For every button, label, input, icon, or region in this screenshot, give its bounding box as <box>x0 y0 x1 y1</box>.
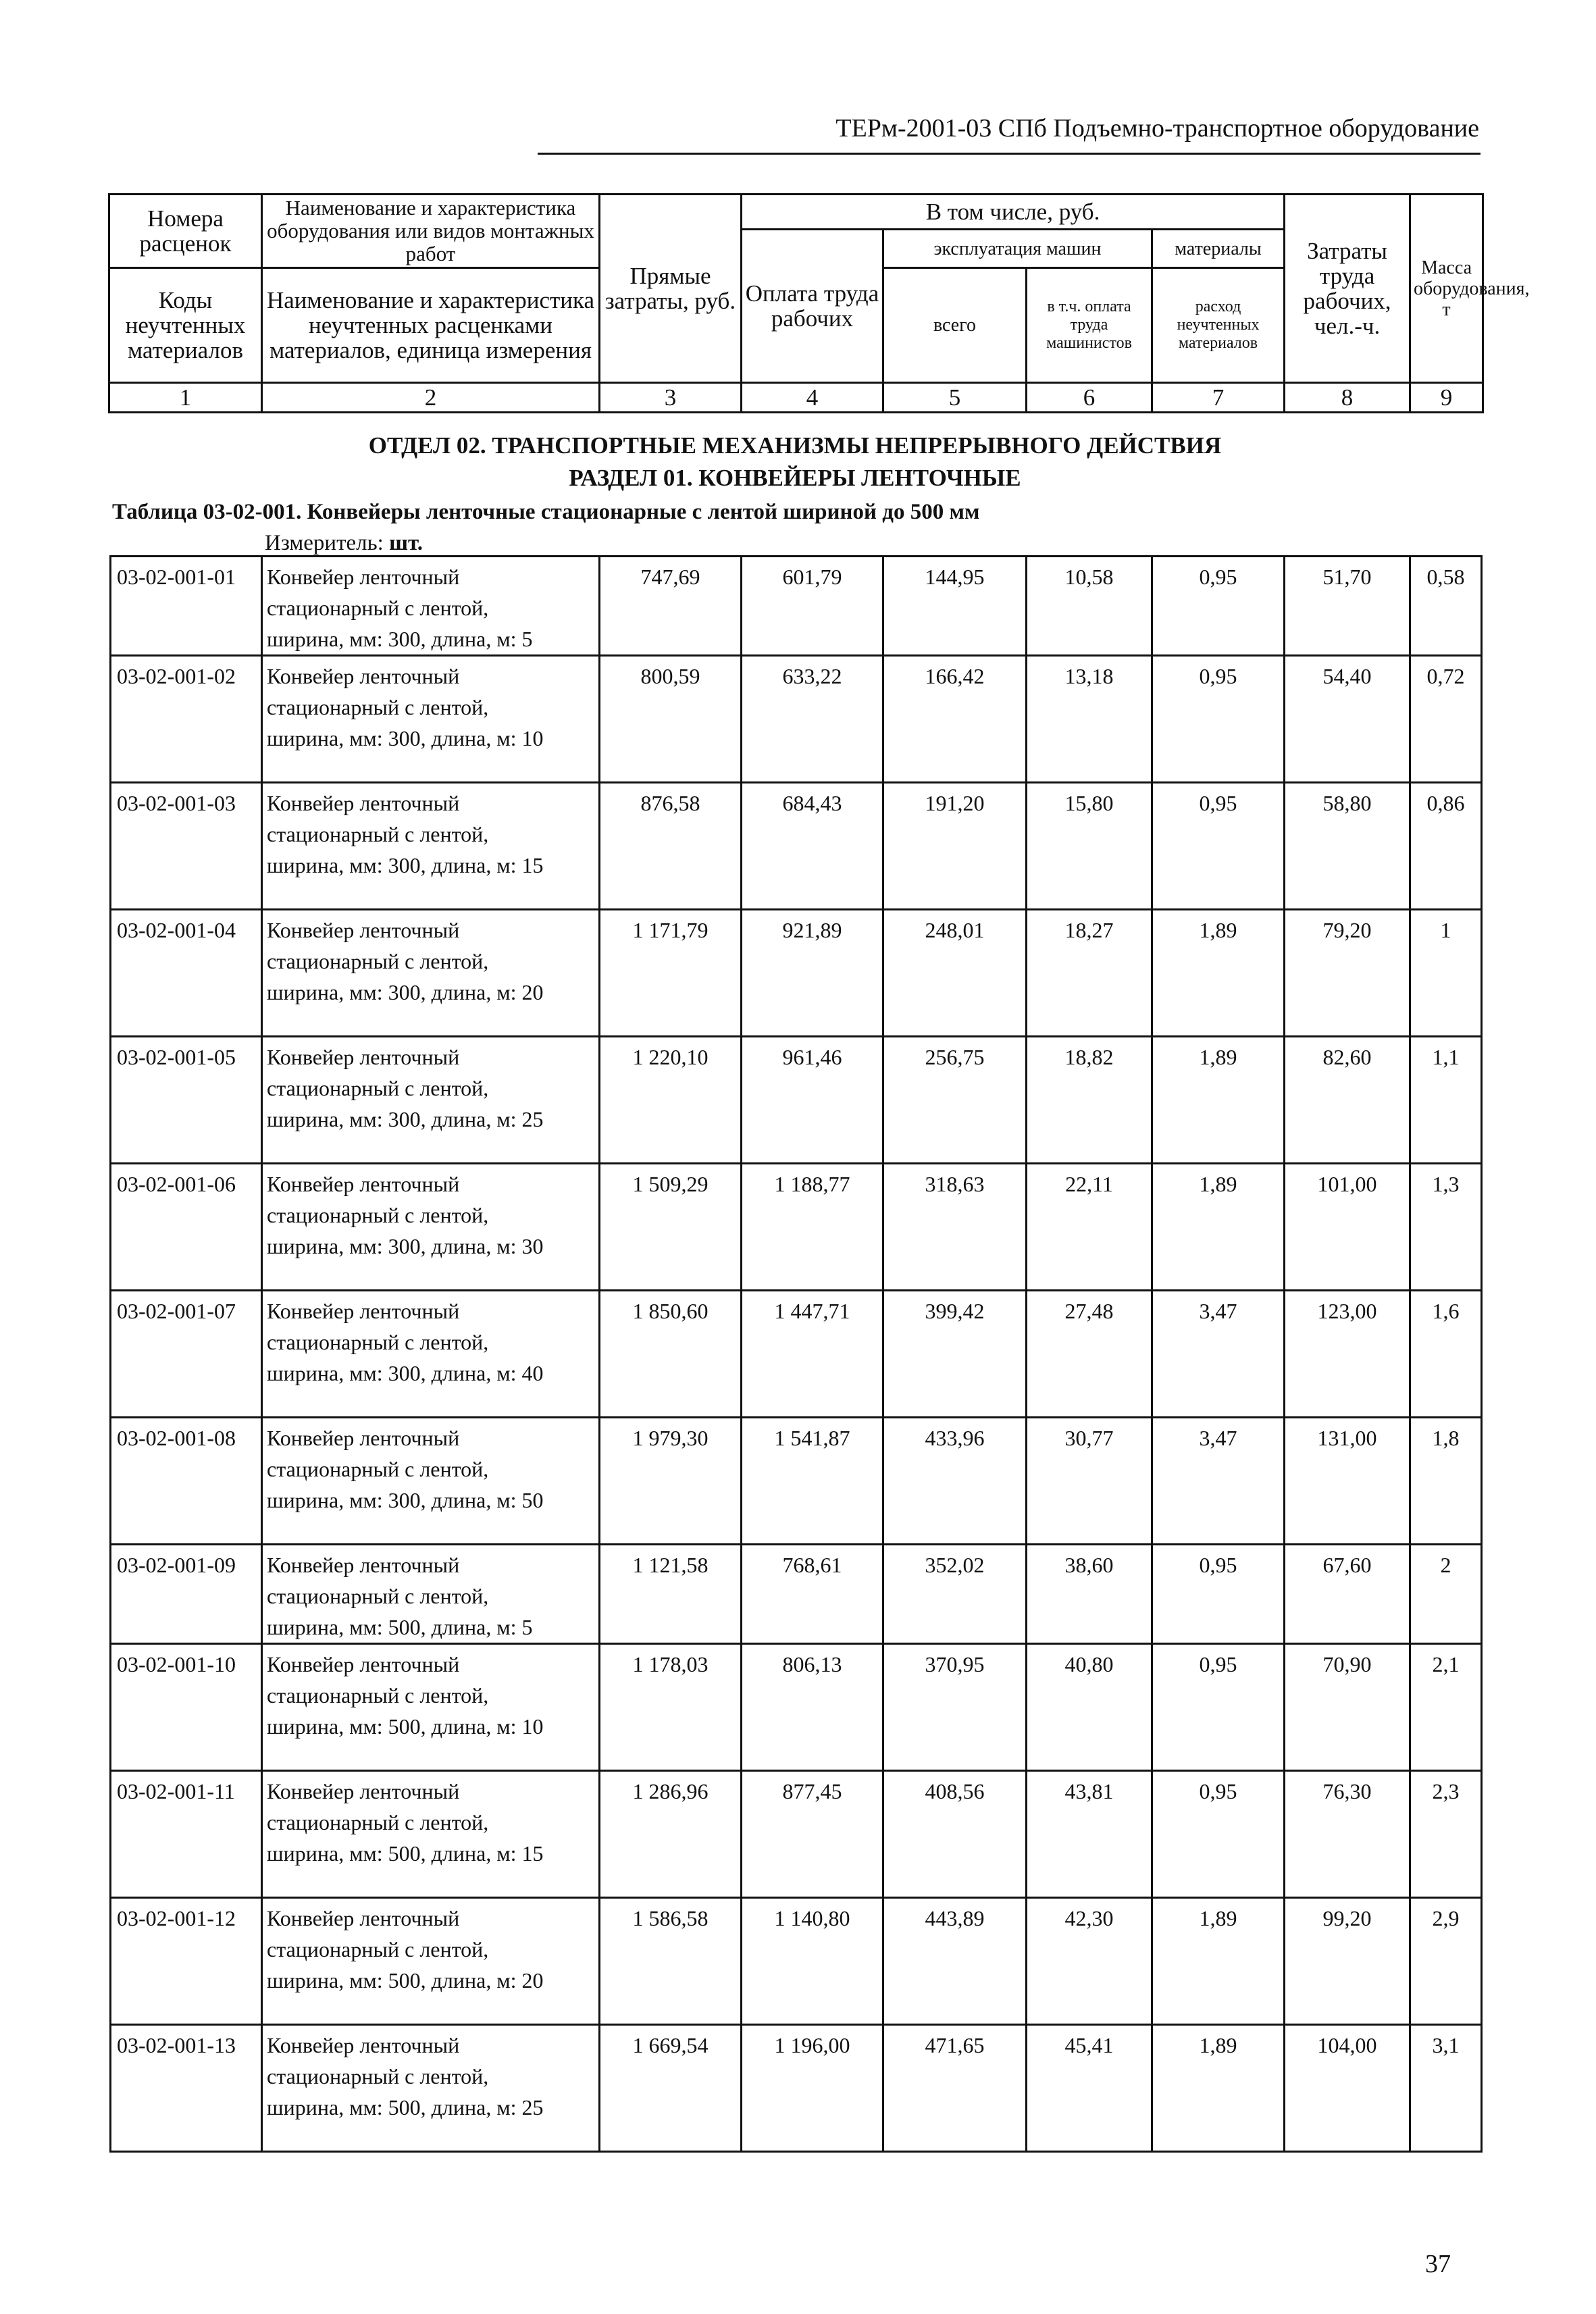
rate-name-line: Конвейер ленточный <box>267 918 460 942</box>
table-row <box>111 1291 1482 1418</box>
rate-name-line: ширина, мм: 300, длина, м: 20 <box>267 980 544 1004</box>
header-work-name: Наименование и характеристика оборудования или видов монтажных работ <box>262 195 600 268</box>
rate-code: 03-02-001-04 <box>111 910 262 1037</box>
value-mach: 191,20 <box>883 783 1027 910</box>
value-wages: 961,46 <box>742 1037 883 1164</box>
rate-name-line: ширина, мм: 300, длина, м: 50 <box>267 1488 544 1512</box>
header-material-name: Наименование и характеристика неучтенных расценками материалов, единица измерения <box>262 268 600 383</box>
rate-name-line: ширина, мм: 500, длина, м: 20 <box>267 1968 544 1992</box>
value-wages: 768,61 <box>742 1545 883 1644</box>
value-mach-wages: 13,18 <box>1027 656 1152 783</box>
table-row <box>111 1644 1482 1771</box>
rate-name <box>262 910 600 1037</box>
rate-code: 03-02-001-02 <box>111 656 262 783</box>
value-mach-wages: 10,58 <box>1027 557 1152 656</box>
value-direct: 1 669,54 <box>600 2025 742 2152</box>
value-mach-wages: 43,81 <box>1027 1771 1152 1898</box>
value-labor: 123,00 <box>1285 1291 1410 1418</box>
value-direct: 876,58 <box>600 783 742 910</box>
value-mass: 1,1 <box>1410 1037 1482 1164</box>
header-machines-total: всего <box>883 268 1027 383</box>
value-mass: 0,86 <box>1410 783 1482 910</box>
header-labor-costs: Затраты труда рабочих, чел.-ч. <box>1285 195 1410 383</box>
value-mach: 399,42 <box>883 1291 1027 1418</box>
value-mach: 166,42 <box>883 656 1027 783</box>
value-mass: 2 <box>1410 1545 1482 1644</box>
rate-name-line: Конвейер ленточный <box>267 1652 460 1676</box>
rate-code: 03-02-001-08 <box>111 1418 262 1545</box>
rates-table <box>109 555 1483 2153</box>
rate-name-line: ширина, мм: 300, длина, м: 5 <box>267 627 533 651</box>
rate-name-line: стационарный с лентой, <box>267 1330 489 1354</box>
rate-name-line: стационарный с лентой, <box>267 2064 489 2088</box>
value-wages: 877,45 <box>742 1771 883 1898</box>
value-mat: 0,95 <box>1152 1545 1285 1644</box>
rate-name <box>262 1644 600 1771</box>
value-wages: 1 188,77 <box>742 1164 883 1291</box>
value-mach: 248,01 <box>883 910 1027 1037</box>
rate-name-line: ширина, мм: 300, длина, м: 25 <box>267 1107 544 1131</box>
value-wages: 601,79 <box>742 557 883 656</box>
value-mat: 3,47 <box>1152 1418 1285 1545</box>
rate-name <box>262 1037 600 1164</box>
value-mat: 1,89 <box>1152 1898 1285 2025</box>
value-mat: 1,89 <box>1152 910 1285 1037</box>
header-rule <box>538 153 1481 155</box>
header-column-number: 3 <box>600 383 742 413</box>
value-mass: 2,9 <box>1410 1898 1482 2025</box>
value-direct: 1 979,30 <box>600 1418 742 1545</box>
value-mach: 352,02 <box>883 1545 1027 1644</box>
value-wages: 806,13 <box>742 1644 883 1771</box>
table-row <box>111 557 1482 656</box>
value-mat: 0,95 <box>1152 1771 1285 1898</box>
header-equipment-mass: Масса оборудования, т <box>1410 195 1483 383</box>
value-mach-wages: 15,80 <box>1027 783 1152 910</box>
rate-name-line: ширина, мм: 500, длина, м: 15 <box>267 1841 544 1866</box>
header-column-number: 9 <box>1410 383 1483 413</box>
value-mass: 1 <box>1410 910 1482 1037</box>
rate-name-line: стационарный с лентой, <box>267 695 489 719</box>
value-mass: 0,58 <box>1410 557 1482 656</box>
value-mat: 1,89 <box>1152 2025 1285 2152</box>
value-mat: 3,47 <box>1152 1291 1285 1418</box>
header-rate-code: Коды неучтенных материалов <box>109 268 262 383</box>
value-labor: 58,80 <box>1285 783 1410 910</box>
value-mat: 0,95 <box>1152 557 1285 656</box>
rate-name-line: Конвейер ленточный <box>267 664 460 688</box>
rate-name-line: стационарный с лентой, <box>267 1683 489 1707</box>
header-column-number: 2 <box>262 383 600 413</box>
header-direct-costs: Прямые затраты, руб. <box>600 195 742 383</box>
table-row <box>111 1164 1482 1291</box>
value-direct: 1 586,58 <box>600 1898 742 2025</box>
page-number: 37 <box>1425 2250 1451 2278</box>
rate-code: 03-02-001-06 <box>111 1164 262 1291</box>
unit-line <box>265 531 423 555</box>
rate-name-line: Конвейер ленточный <box>267 1172 460 1196</box>
header-column-number: 6 <box>1027 383 1152 413</box>
rate-name <box>262 1291 600 1418</box>
unit-label: Измеритель: <box>265 531 384 555</box>
value-labor: 104,00 <box>1285 2025 1410 2152</box>
table-row <box>111 1771 1482 1898</box>
rate-name <box>262 1545 600 1644</box>
header-column-number: 7 <box>1152 383 1285 413</box>
value-direct: 800,59 <box>600 656 742 783</box>
value-mach-wages: 18,27 <box>1027 910 1152 1037</box>
value-mach-wages: 18,82 <box>1027 1037 1152 1164</box>
value-direct: 1 220,10 <box>600 1037 742 1164</box>
rate-code: 03-02-001-07 <box>111 1291 262 1418</box>
rate-name <box>262 1771 600 1898</box>
rate-name-line: Конвейер ленточный <box>267 1426 460 1450</box>
rate-code: 03-02-001-10 <box>111 1644 262 1771</box>
value-wages: 921,89 <box>742 910 883 1037</box>
rate-name-line: Конвейер ленточный <box>267 2033 460 2057</box>
department-heading: ОТДЕЛ 02. ТРАНСПОРТНЫЕ МЕХАНИЗМЫ НЕПРЕРЫВНОГО ДЕЙСТВИЯ <box>368 432 1222 459</box>
header-machines-group: эксплуатация машин <box>883 230 1152 268</box>
value-direct: 1 286,96 <box>600 1771 742 1898</box>
header-column-number: 8 <box>1285 383 1410 413</box>
column-header-table <box>108 193 1530 413</box>
value-mass: 1,6 <box>1410 1291 1482 1418</box>
rate-name <box>262 656 600 783</box>
value-wages: 1 541,87 <box>742 1418 883 1545</box>
header-machinist-wages: в т.ч. оплата труда машинистов <box>1027 268 1152 383</box>
rate-name <box>262 1164 600 1291</box>
value-mass: 3,1 <box>1410 2025 1482 2152</box>
value-wages: 1 447,71 <box>742 1291 883 1418</box>
rate-name-line: стационарный с лентой, <box>267 1937 489 1961</box>
rate-code: 03-02-001-09 <box>111 1545 262 1644</box>
value-direct: 747,69 <box>600 557 742 656</box>
value-labor: 51,70 <box>1285 557 1410 656</box>
value-labor: 82,60 <box>1285 1037 1410 1164</box>
value-wages: 1 196,00 <box>742 2025 883 2152</box>
value-mat: 0,95 <box>1152 783 1285 910</box>
table-row <box>111 1545 1482 1644</box>
value-mach: 318,63 <box>883 1164 1027 1291</box>
value-mass: 2,3 <box>1410 1771 1482 1898</box>
rate-name <box>262 1418 600 1545</box>
value-mach: 256,75 <box>883 1037 1027 1164</box>
rate-name-line: стационарный с лентой, <box>267 949 489 973</box>
rate-name-line: стационарный с лентой, <box>267 822 489 846</box>
value-labor: 131,00 <box>1285 1418 1410 1545</box>
rate-code: 03-02-001-03 <box>111 783 262 910</box>
header-unaccounted-materials: расход неучтенных материалов <box>1152 268 1285 383</box>
header-materials-group: материалы <box>1152 230 1285 268</box>
rate-name <box>262 783 600 910</box>
value-labor: 76,30 <box>1285 1771 1410 1898</box>
header-including-group: В том числе, руб. <box>742 195 1285 230</box>
value-direct: 1 178,03 <box>600 1644 742 1771</box>
table-row <box>111 783 1482 910</box>
value-mach: 471,65 <box>883 2025 1027 2152</box>
rate-name-line: Конвейер ленточный <box>267 1779 460 1803</box>
rate-name-line: Конвейер ленточный <box>267 1553 460 1577</box>
value-mass: 1,8 <box>1410 1418 1482 1545</box>
rate-name-line: ширина, мм: 500, длина, м: 25 <box>267 2095 544 2119</box>
value-mass: 2,1 <box>1410 1644 1482 1771</box>
value-mat: 0,95 <box>1152 1644 1285 1771</box>
value-mach-wages: 38,60 <box>1027 1545 1152 1644</box>
rate-name-line: стационарный с лентой, <box>267 596 489 620</box>
value-mach-wages: 22,11 <box>1027 1164 1152 1291</box>
value-labor: 99,20 <box>1285 1898 1410 2025</box>
table-row <box>111 1418 1482 1545</box>
page-header-title: ТЕРм-2001-03 СПб Подъемно-транспортное оборудование <box>835 114 1479 143</box>
value-mat: 1,89 <box>1152 1037 1285 1164</box>
value-mach-wages: 40,80 <box>1027 1644 1152 1771</box>
value-wages: 684,43 <box>742 783 883 910</box>
value-mach-wages: 42,30 <box>1027 1898 1152 2025</box>
chapter-heading: РАЗДЕЛ 01. КОНВЕЙЕРЫ ЛЕНТОЧНЫЕ <box>569 465 1021 491</box>
table-row <box>111 1037 1482 1164</box>
value-labor: 79,20 <box>1285 910 1410 1037</box>
header-column-number: 5 <box>883 383 1027 413</box>
rate-name-line: стационарный с лентой, <box>267 1584 489 1608</box>
value-labor: 54,40 <box>1285 656 1410 783</box>
value-direct: 1 171,79 <box>600 910 742 1037</box>
value-direct: 1 850,60 <box>600 1291 742 1418</box>
value-wages: 633,22 <box>742 656 883 783</box>
value-direct: 1 509,29 <box>600 1164 742 1291</box>
unit-value: шт. <box>389 531 423 555</box>
rate-name-line: ширина, мм: 300, длина, м: 10 <box>267 726 544 750</box>
rate-code: 03-02-001-01 <box>111 557 262 656</box>
rate-name-line: ширина, мм: 500, длина, м: 5 <box>267 1615 533 1639</box>
value-wages: 1 140,80 <box>742 1898 883 2025</box>
rate-name-line: стационарный с лентой, <box>267 1457 489 1481</box>
rate-name-line: Конвейер ленточный <box>267 1906 460 1930</box>
rate-name-line: ширина, мм: 500, длина, м: 10 <box>267 1714 544 1739</box>
rate-name-line: ширина, мм: 300, длина, м: 30 <box>267 1234 544 1258</box>
value-mach-wages: 27,48 <box>1027 1291 1152 1418</box>
value-mach: 144,95 <box>883 557 1027 656</box>
value-direct: 1 121,58 <box>600 1545 742 1644</box>
value-mach: 443,89 <box>883 1898 1027 2025</box>
value-mach-wages: 30,77 <box>1027 1418 1152 1545</box>
header-column-number: 4 <box>742 383 883 413</box>
rate-name-line: ширина, мм: 300, длина, м: 15 <box>267 853 544 877</box>
rate-code: 03-02-001-11 <box>111 1771 262 1898</box>
rate-code: 03-02-001-13 <box>111 2025 262 2152</box>
value-mass: 0,72 <box>1410 656 1482 783</box>
rate-name <box>262 2025 600 2152</box>
table-row <box>111 2025 1482 2152</box>
table-title: Таблица 03-02-001. Конвейеры ленточные стационарные с лентой шириной до 500 мм <box>112 500 980 524</box>
rate-name-line: стационарный с лентой, <box>267 1810 489 1834</box>
value-mass: 1,3 <box>1410 1164 1482 1291</box>
rate-name <box>262 1898 600 2025</box>
rate-name-line: Конвейер ленточный <box>267 1045 460 1069</box>
header-column-number: 1 <box>109 383 262 413</box>
rate-code: 03-02-001-05 <box>111 1037 262 1164</box>
header-worker-wages: Оплата труда рабочих <box>742 230 883 383</box>
rate-name-line: Конвейер ленточный <box>267 1299 460 1323</box>
rate-name-line: ширина, мм: 300, длина, м: 40 <box>267 1361 544 1385</box>
rate-code: 03-02-001-12 <box>111 1898 262 2025</box>
value-labor: 70,90 <box>1285 1644 1410 1771</box>
rate-name <box>262 557 600 656</box>
table-row <box>111 1898 1482 2025</box>
value-mach-wages: 45,41 <box>1027 2025 1152 2152</box>
rate-name-line: Конвейер ленточный <box>267 565 460 589</box>
table-row <box>111 656 1482 783</box>
value-labor: 67,60 <box>1285 1545 1410 1644</box>
value-mat: 1,89 <box>1152 1164 1285 1291</box>
value-mach: 408,56 <box>883 1771 1027 1898</box>
header-rate-number: Номера расценок <box>109 195 262 268</box>
value-labor: 101,00 <box>1285 1164 1410 1291</box>
rate-name-line: стационарный с лентой, <box>267 1203 489 1227</box>
value-mat: 0,95 <box>1152 656 1285 783</box>
table-row <box>111 910 1482 1037</box>
rate-name-line: стационарный с лентой, <box>267 1076 489 1100</box>
value-mach: 433,96 <box>883 1418 1027 1545</box>
value-mach: 370,95 <box>883 1644 1027 1771</box>
rate-name-line: Конвейер ленточный <box>267 791 460 815</box>
